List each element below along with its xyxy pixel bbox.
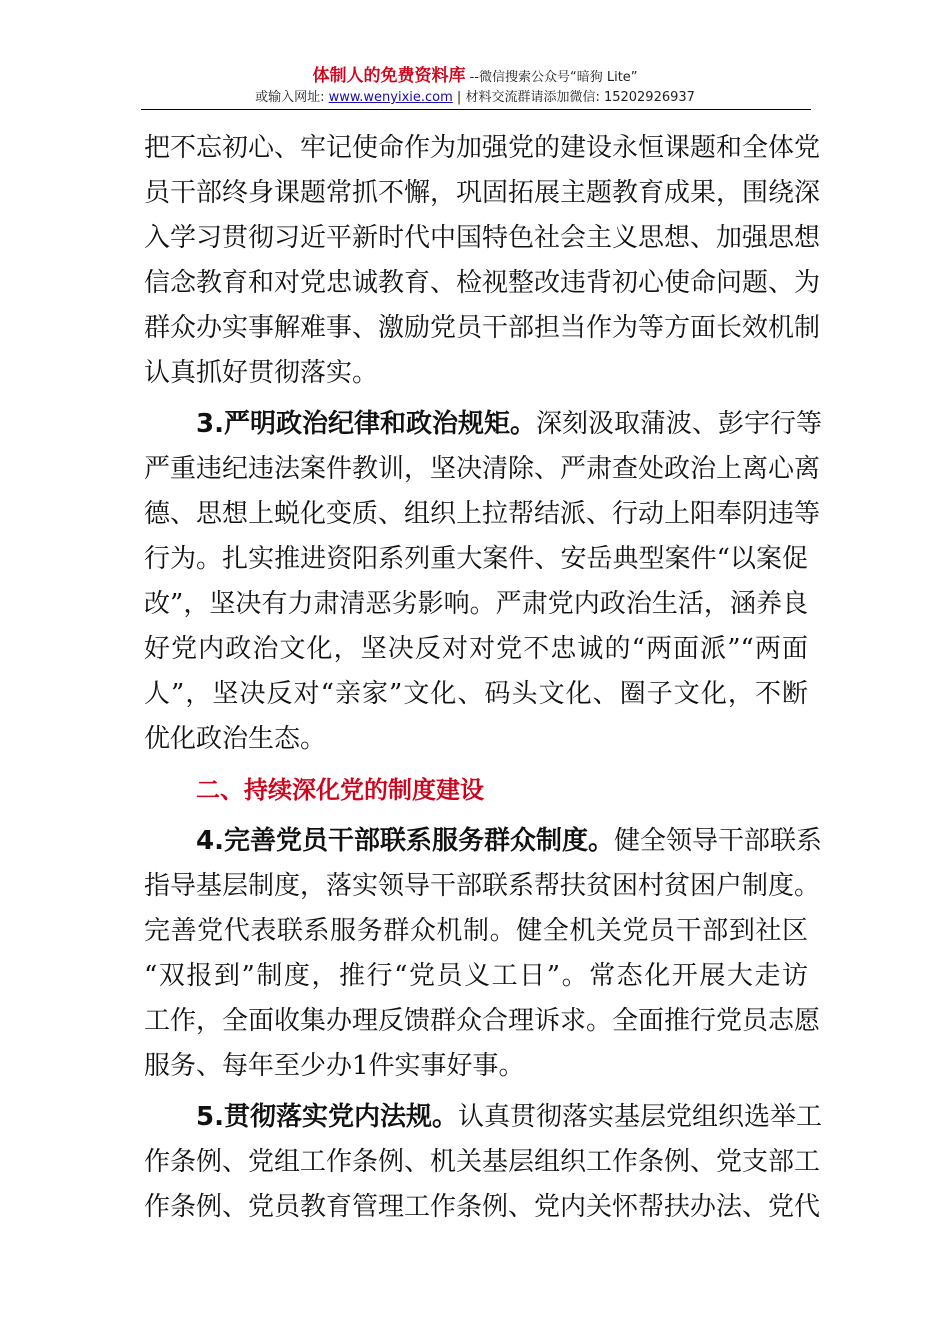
text-line: “双报到”制度，推行“党员义工日”。常态化开展大走访	[144, 961, 808, 991]
header-divider	[141, 109, 811, 110]
paragraph-4	[144, 1095, 822, 1230]
text-line: 改”，坚决有力肃清恶劣影响。严肃党内政治生活，涵养良	[144, 589, 808, 619]
paragraph-lead: 4.完善党员干部联系服务群众制度。	[196, 826, 614, 856]
text-line: 作条例、党组工作条例、机关基层组织工作条例、党支部工	[144, 1147, 821, 1177]
text-line: 优化政治生态。	[144, 724, 327, 754]
paragraph-1	[144, 126, 821, 396]
text-line: 指导基层制度，落实领导干部联系帮扶贫困村贫困户制度。	[144, 871, 821, 901]
document-body	[144, 126, 822, 1230]
header-contact-line	[0, 88, 950, 108]
text-line: 严重违纪违法案件教训，坚决清除、严肃查处政治上离心离	[144, 454, 821, 484]
header-title-line	[0, 66, 950, 88]
text-line: 好党内政治文化，坚决反对对党不忠诚的“两面派”“两面	[144, 634, 808, 664]
paragraph-first-rest: 认真贯彻落实基层党组织选举工	[457, 1102, 822, 1132]
header-url-prefix: 或输入网址:	[255, 90, 329, 105]
text-line: 服务、每年至少办1件实事好事。	[144, 1051, 525, 1081]
text-line: 工作，全面收集办理反馈群众合理诉求。全面推行党员志愿	[144, 1006, 821, 1036]
paragraph-3	[144, 819, 822, 1089]
header-subtitle: --微信搜索公众号“暗狗 Lite”	[465, 70, 638, 85]
paragraph-lead: 5.贯彻落实党内法规。	[196, 1102, 458, 1132]
text-line: 人”，坚决反对“亲家”文化、码头文化、圈子文化，不断	[144, 679, 808, 709]
header-url-link[interactable]: www.wenyixie.com	[328, 90, 453, 105]
paragraph-2	[144, 402, 822, 762]
text-line: 员干部终身课题常抓不懈，巩固拓展主题教育成果，围绕深	[144, 178, 821, 208]
section-heading: 二、持续深化党的制度建设	[196, 776, 484, 804]
text-line-first	[144, 819, 822, 864]
page-header	[0, 66, 950, 108]
text-line-first	[144, 402, 822, 447]
text-line: 德、思想上蜕化变质、组织上拉帮结派、行动上阳奉阴违等	[144, 499, 821, 529]
paragraph-lead: 3.严明政治纪律和政治规矩。	[196, 409, 536, 439]
text-line-first	[144, 1095, 822, 1140]
paragraph-first-rest: 深刻汲取蒲波、彭宇行等	[535, 409, 822, 439]
text-line: 入学习贯彻习近平新时代中国特色社会主义思想、加强思想	[144, 223, 821, 253]
text-line: 群众办实事解难事、激励党员干部担当作为等方面长效机制	[144, 313, 821, 343]
header-contact: | 材料交流群请添加微信: 15202926937	[452, 90, 695, 105]
text-line: 作条例、党员教育管理工作条例、党内关怀帮扶办法、党代	[144, 1192, 821, 1222]
text-line: 完善党代表联系服务群众机制。健全机关党员干部到社区	[144, 916, 808, 946]
text-line: 认真抓好贯彻落实。	[144, 358, 379, 388]
text-line: 信念教育和对党忠诚教育、检视整改违背初心使命问题、为	[144, 268, 821, 298]
header-title: 体制人的免费资料库	[312, 66, 466, 86]
paragraph-first-rest: 健全领导干部联系	[613, 826, 822, 856]
text-line: 行为。扎实推进资阳系列重大案件、安岳典型案件“以案促	[144, 544, 808, 574]
text-line: 把不忘初心、牢记使命作为加强党的建设永恒课题和全体党	[144, 133, 821, 163]
